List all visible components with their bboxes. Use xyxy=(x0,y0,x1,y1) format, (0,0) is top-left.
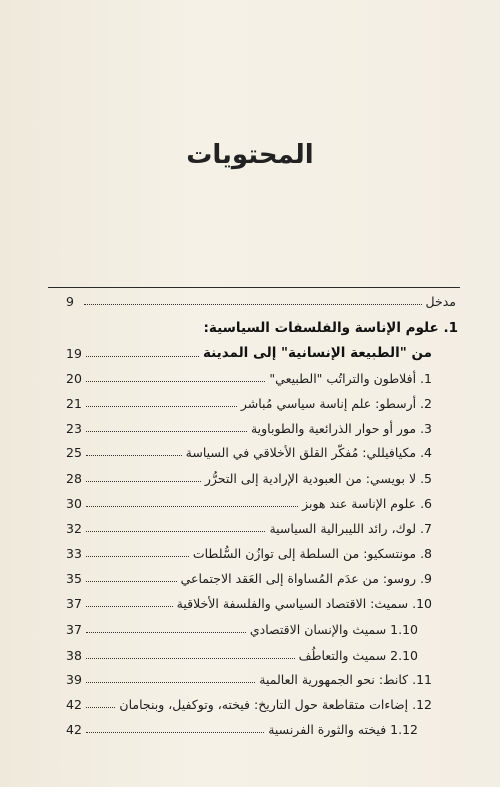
toc-entry[interactable] xyxy=(66,542,432,564)
toc-entry-page: 21 xyxy=(66,395,82,411)
leader-dots xyxy=(86,732,264,733)
leader-dots xyxy=(86,381,266,382)
toc-entry-page: 25 xyxy=(66,444,82,460)
toc-entry[interactable] xyxy=(66,392,432,414)
toc-entry[interactable] xyxy=(66,567,432,589)
toc-entry-title: 11. كانط: نحو الجمهورية العالمية xyxy=(259,671,432,687)
toc-entry-page: 42 xyxy=(66,696,82,712)
toc-entry-page: 38 xyxy=(66,647,82,663)
toc-entry-page: 9 xyxy=(66,293,74,309)
toc-entry-title: 7. لوك، رائد الليبرالية السياسية xyxy=(269,520,432,536)
toc-entry-page: 20 xyxy=(66,370,82,386)
page-title: المحتويات xyxy=(186,140,314,170)
toc-entry-title: 5. لا بويسي: من العبودية الإرادية إلى التحرُّر xyxy=(204,470,432,486)
toc-chapter-heading: 1. علوم الإناسة والفلسفات السياسية: xyxy=(203,320,458,336)
toc-entry-title: 3. مور أو حوار الذرائعية والطوباوية xyxy=(250,420,432,436)
toc-entry-page: 37 xyxy=(66,621,82,637)
toc-chapter-subheading[interactable] xyxy=(66,342,432,364)
toc-entry-page: 23 xyxy=(66,420,82,436)
toc-entry-title: مدخل xyxy=(425,293,456,309)
leader-dots xyxy=(86,481,201,482)
toc-entry-title: 9. روسو: من عدَم المُساواة إلى العَقد الاجتماعي xyxy=(180,570,432,586)
toc-entry[interactable] xyxy=(66,417,432,439)
toc-entry-title: 6. علوم الإناسة عند هوبز xyxy=(302,495,432,511)
toc-entry-page: 42 xyxy=(66,721,82,737)
toc-entry-page: 30 xyxy=(66,495,82,511)
leader-dots xyxy=(86,707,115,708)
toc-entry[interactable] xyxy=(66,693,432,715)
toc-entry-page: 35 xyxy=(66,570,82,586)
toc-entry-title: من "الطبيعة الإنسانية" إلى المدينة xyxy=(202,345,432,361)
leader-dots xyxy=(86,581,177,582)
toc-entry-page: 28 xyxy=(66,470,82,486)
toc-entry-title: 1. أفلاطون والتراتُب "الطبيعي" xyxy=(269,370,432,386)
toc-entry-title: 2. أرسطو: علم إناسة سياسي مُباشر xyxy=(240,395,432,411)
toc-entry-page: 33 xyxy=(66,545,82,561)
toc-entry[interactable] xyxy=(66,668,432,690)
toc-entry-intro[interactable] xyxy=(66,290,456,312)
toc-entry[interactable] xyxy=(66,592,432,614)
leader-dots xyxy=(86,682,255,683)
toc-subentry[interactable] xyxy=(66,644,418,666)
leader-dots xyxy=(86,406,237,407)
toc-entry[interactable] xyxy=(66,467,432,489)
leader-dots xyxy=(84,304,422,305)
toc-entry-title: 2.10 سميث والتعاطُف xyxy=(298,647,418,663)
leader-dots xyxy=(86,506,298,507)
toc-entry-title: 12. إضاءات متقاطعة حول التاريخ: فيخته، وتوكفيل، وبنجامان xyxy=(119,696,432,712)
toc-entry[interactable] xyxy=(66,517,432,539)
toc-entry-title: 8. مونتسكيو: من السلطة إلى توازُن السُّلطات xyxy=(192,545,432,561)
toc-entry[interactable] xyxy=(66,367,432,389)
leader-dots xyxy=(86,658,295,659)
leader-dots xyxy=(86,632,246,633)
toc-entry-title: 1.12 فيخته والثورة الفرنسية xyxy=(268,721,418,737)
toc-entry-page: 37 xyxy=(66,595,82,611)
leader-dots xyxy=(86,606,173,607)
toc-subentry[interactable] xyxy=(66,618,418,640)
leader-dots xyxy=(86,356,199,357)
toc-entry[interactable] xyxy=(66,441,432,463)
leader-dots xyxy=(86,531,266,532)
toc-entry[interactable] xyxy=(66,492,432,514)
toc-entry-page: 39 xyxy=(66,671,82,687)
leader-dots xyxy=(86,455,182,456)
leader-dots xyxy=(86,431,247,432)
toc-entry-title: 10. سميث: الاقتصاد السياسي والفلسفة الأخلاقية xyxy=(176,595,432,611)
toc-entry-title: 1.10 سميث والإنسان الاقتصادي xyxy=(249,621,418,637)
toc-entry-title: 4. مكيافيللي: مُفكّر القلق الأخلاقي في السياسة xyxy=(185,444,432,460)
toc-entry-page: 19 xyxy=(66,345,82,361)
toc-entry-page: 32 xyxy=(66,520,82,536)
leader-dots xyxy=(86,556,189,557)
toc-subentry[interactable] xyxy=(66,718,418,740)
